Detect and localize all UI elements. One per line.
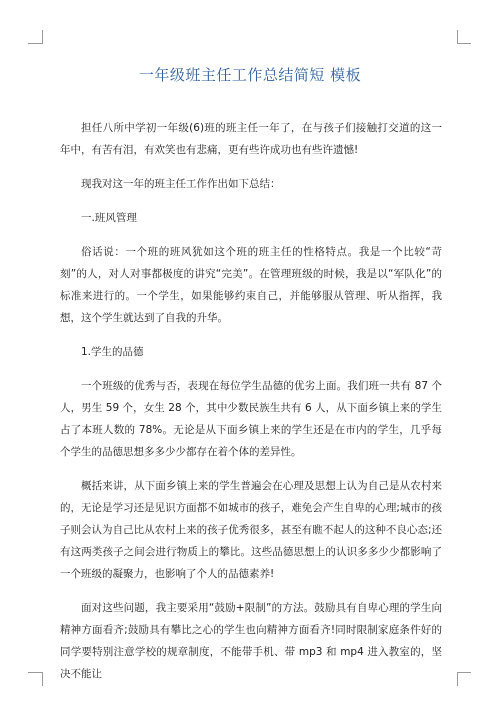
section-heading-class-management: 一.班风管理 xyxy=(81,212,137,224)
paragraph-intro: 担任八所中学初一年级(6)班的班主任一年了，在与孩子们接触打交道的这一年中，有苦有泪，有欢笑也有悲痛，更有些许成功也有些许遗憾! xyxy=(60,122,442,156)
paragraph-class-management: 俗话说：一个班的班风犹如这个班的班主任的性格特点。我是一个比较“苛刻”的人，对人对事都极度的讲究“完美”。在管理班级的时候，我是以“军队化”的标准来进行的。一个学生，如果能够约束自己，并能够服从管理、听从指挥，我想，这个学生就达到了自我的升华。 xyxy=(60,246,442,324)
crop-mark-top-right-h xyxy=(457,43,471,44)
paragraph-student-morality: 一个班级的优秀与否，表现在每位学生品德的优劣上面。我们班一共有 87 个人，男生 59 个，女生 28 个，其中少数民族生共有 6 人，从下面乡镇上来的学生占了本班人数的 78%。无论是从下面乡镇上来的学生还是在市内的学生，几乎每个学生的品德思想多多少少都存在着个体的差异性。 xyxy=(60,380,442,458)
paragraph-overview: 概括来讲，从下面乡镇上来的学生普遍会在心理及思想上认为自己是从农村来的，无论是学习还是见识方面都不如城市的孩子，难免会产生自卑的心理;城市的孩子则会认为自己比从农村上来的孩子优秀很多，甚至有瞧不起人的这种不良心态;还有这两类孩子之间会进行物质上的攀比。这些品德思想上的认识多多少少都影响了一个班级的凝聚力，也影响了个人的品德素养! xyxy=(60,480,442,580)
crop-mark-top-left-h xyxy=(28,43,42,44)
document-title: 一年级班主任工作总结简短 模板 xyxy=(138,66,362,84)
crop-mark-bottom-left-h xyxy=(28,672,42,673)
subsection-heading-student-morality: 1.学生的品德 xyxy=(81,346,144,358)
paragraph-method: 面对这些问题，我主要采用“鼓励+限制”的方法。鼓励具有自卑心理的学生向精神方面看齐;鼓励具有攀比之心的学生也向精神方面看齐!同时限制家庭条件好的同学要特别注意学校的规章制度，不能带手机、带 mp3 和 mp4 进入教室的，坚决不能让 xyxy=(60,602,442,680)
document-body xyxy=(60,117,442,689)
crop-mark-bottom-left-v xyxy=(42,672,43,686)
crop-mark-top-left-v xyxy=(42,30,43,44)
paragraph-summary-lead: 现我对这一年的班主任工作作出如下总结： xyxy=(81,178,281,190)
crop-mark-bottom-right-h xyxy=(457,672,471,673)
crop-mark-top-right-v xyxy=(457,30,458,44)
crop-mark-bottom-right-v xyxy=(457,672,458,686)
